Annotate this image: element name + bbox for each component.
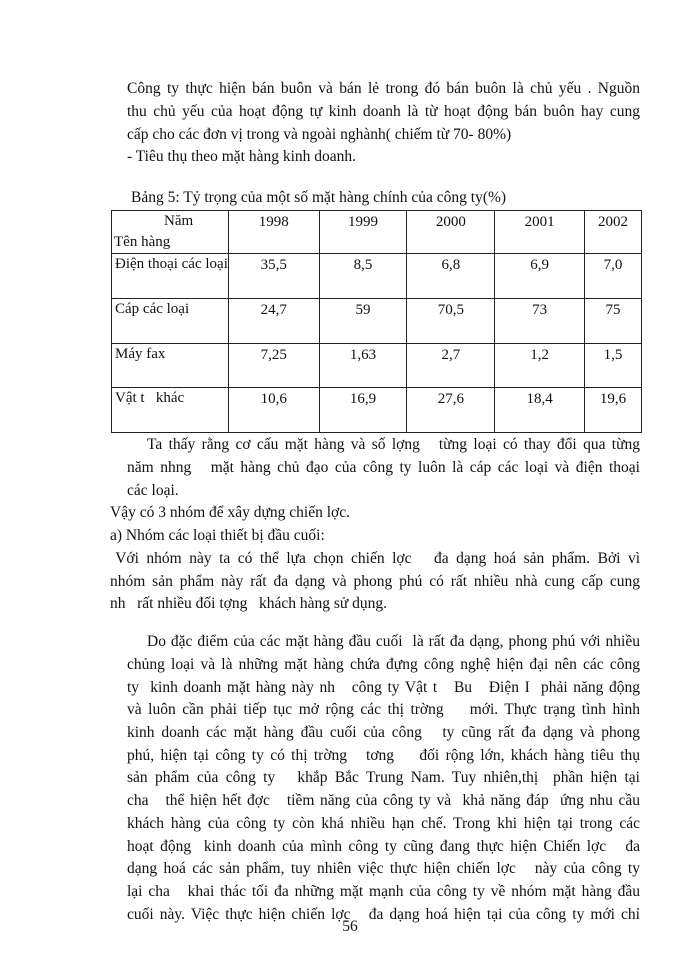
- share-value: 6,8: [407, 254, 495, 299]
- share-value: 70,5: [407, 299, 495, 344]
- table-corner-cell: [112, 211, 229, 254]
- product-share-table: [111, 210, 642, 433]
- share-value: 27,6: [407, 388, 495, 433]
- page-number: 56: [342, 918, 358, 935]
- share-value: 2,7: [407, 344, 495, 388]
- body-line: năm nhng mặt hàng chủ đạo của công ty luôn là cáp các loại và điện thoại: [127, 459, 640, 476]
- product-name: Cáp các loại: [112, 299, 229, 344]
- share-value: 10,6: [228, 388, 319, 433]
- body-line: Ta thấy rằng cơ cấu mặt hàng và số lợng từng loại có thay đổi qua từng: [147, 436, 640, 453]
- table-row: [112, 344, 642, 388]
- product-name: Máy fax: [112, 344, 229, 388]
- share-value: 16,9: [319, 388, 407, 433]
- body-line: nhóm sản phẩm này rất đa dạng và phong phú có rất nhiều nhà cung cấp cung: [110, 573, 640, 590]
- body-line: chủng loại và là những mặt hàng chứa đựng công nghệ hiện đại nên các công: [127, 656, 640, 673]
- table-caption: Bảng 5: Tỷ trọng của một số mặt hàng chính của công ty(%): [131, 189, 507, 206]
- body-line: Với nhóm này ta có thể lựa chọn chiến lợc đa dạng hoá sản phẩm. Bởi vì: [108, 550, 640, 567]
- body-line: cha thể hiện hết đợc tiềm năng của công ty và khả năng đáp ứng nhu cầu: [127, 792, 640, 809]
- share-value: 18,4: [495, 388, 585, 433]
- share-value: 1,63: [319, 344, 407, 388]
- table-row: [112, 299, 642, 344]
- body-line: kinh doanh các mặt hàng đầu cuối của công ty cũng rất đa dạng và phong: [127, 724, 640, 741]
- intro-line: Công ty thực hiện bán buôn và bán lẻ trong đó bán buôn là chủ yếu . Nguồn: [127, 80, 640, 97]
- year-header: 1998: [228, 211, 319, 254]
- body-line: dạng hoá các sản phẩm, tuy nhiên việc thực hiện chiến lợc này của công ty: [127, 860, 640, 877]
- intro-line: thu chủ yếu của hoạt động tự kinh doanh là từ hoạt động bán buôn hay cung: [127, 103, 640, 120]
- share-value: 75: [585, 299, 642, 344]
- corner-year-label: Năm: [164, 213, 194, 229]
- share-value: 1,2: [495, 344, 585, 388]
- share-value: 8,5: [319, 254, 407, 299]
- corner-name-label: Tên hàng: [114, 234, 171, 250]
- section-subheading: a) Nhóm các loại thiết bị đầu cuối:: [110, 527, 325, 544]
- product-name: Điện thoại các loại: [112, 254, 229, 299]
- groups-line: Vậy có 3 nhóm để xây dựng chiến lợc.: [110, 504, 350, 521]
- year-header: 2002: [585, 211, 642, 254]
- body-line: phú, hiện tại công ty có thị trờng tơng đối rộng lớn, khách hàng tiêu thụ: [127, 747, 640, 764]
- year-header: 2001: [495, 211, 585, 254]
- share-value: 59: [319, 299, 407, 344]
- share-value: 1,5: [585, 344, 642, 388]
- table-row: [112, 254, 642, 299]
- share-value: 19,6: [585, 388, 642, 433]
- share-value: 73: [495, 299, 585, 344]
- body-line: và luôn cần phải tiếp tục mở rộng các thị trờng mới. Thực trạng tình hình: [127, 701, 640, 718]
- share-value: 7,0: [585, 254, 642, 299]
- product-name: Vật t khác: [112, 388, 229, 433]
- body-line: ty kinh doanh mặt hàng này nh công ty Vật t Bu Điện I phải năng động: [127, 679, 640, 696]
- table-header-row: [112, 211, 642, 254]
- body-line: cuối này. Việc thực hiện chiến lợc đa dạng hoá hiện tại của công ty mới chỉ: [127, 906, 640, 923]
- intro-line: cấp cho các đơn vị trong và ngoài nghành( chiếm từ 70- 80%): [127, 126, 512, 143]
- body-line: hoạt động kinh doanh của mình công ty cũng đang thực hiện Chiến lợc đa: [127, 838, 640, 855]
- table-row: [112, 388, 642, 433]
- body-line: nh rất nhiều đối tợng khách hàng sử dụng.: [110, 595, 388, 612]
- year-header: 1999: [319, 211, 407, 254]
- body-line: khách hàng của công ty còn khá nhiều hạn chế. Trong khi hiện tại trong các: [127, 815, 640, 832]
- body-line: lại cha khai thác tối đa những mặt mạnh của công ty về nhóm mặt hàng đầu: [127, 883, 640, 900]
- share-value: 6,9: [495, 254, 585, 299]
- body-line: Do đặc điểm của các mặt hàng đầu cuối là rất đa dạng, phong phú với nhiều: [147, 633, 640, 650]
- body-line: sản phẩm của công ty khắp Bắc Trung Nam. Tuy nhiên,thị phần hiện tại: [127, 769, 640, 786]
- bullet-line: - Tiêu thụ theo mặt hàng kinh doanh.: [127, 148, 357, 165]
- share-value: 24,7: [228, 299, 319, 344]
- share-value: 7,25: [228, 344, 319, 388]
- share-value: 35,5: [228, 254, 319, 299]
- body-line: các loại.: [127, 482, 179, 499]
- year-header: 2000: [407, 211, 495, 254]
